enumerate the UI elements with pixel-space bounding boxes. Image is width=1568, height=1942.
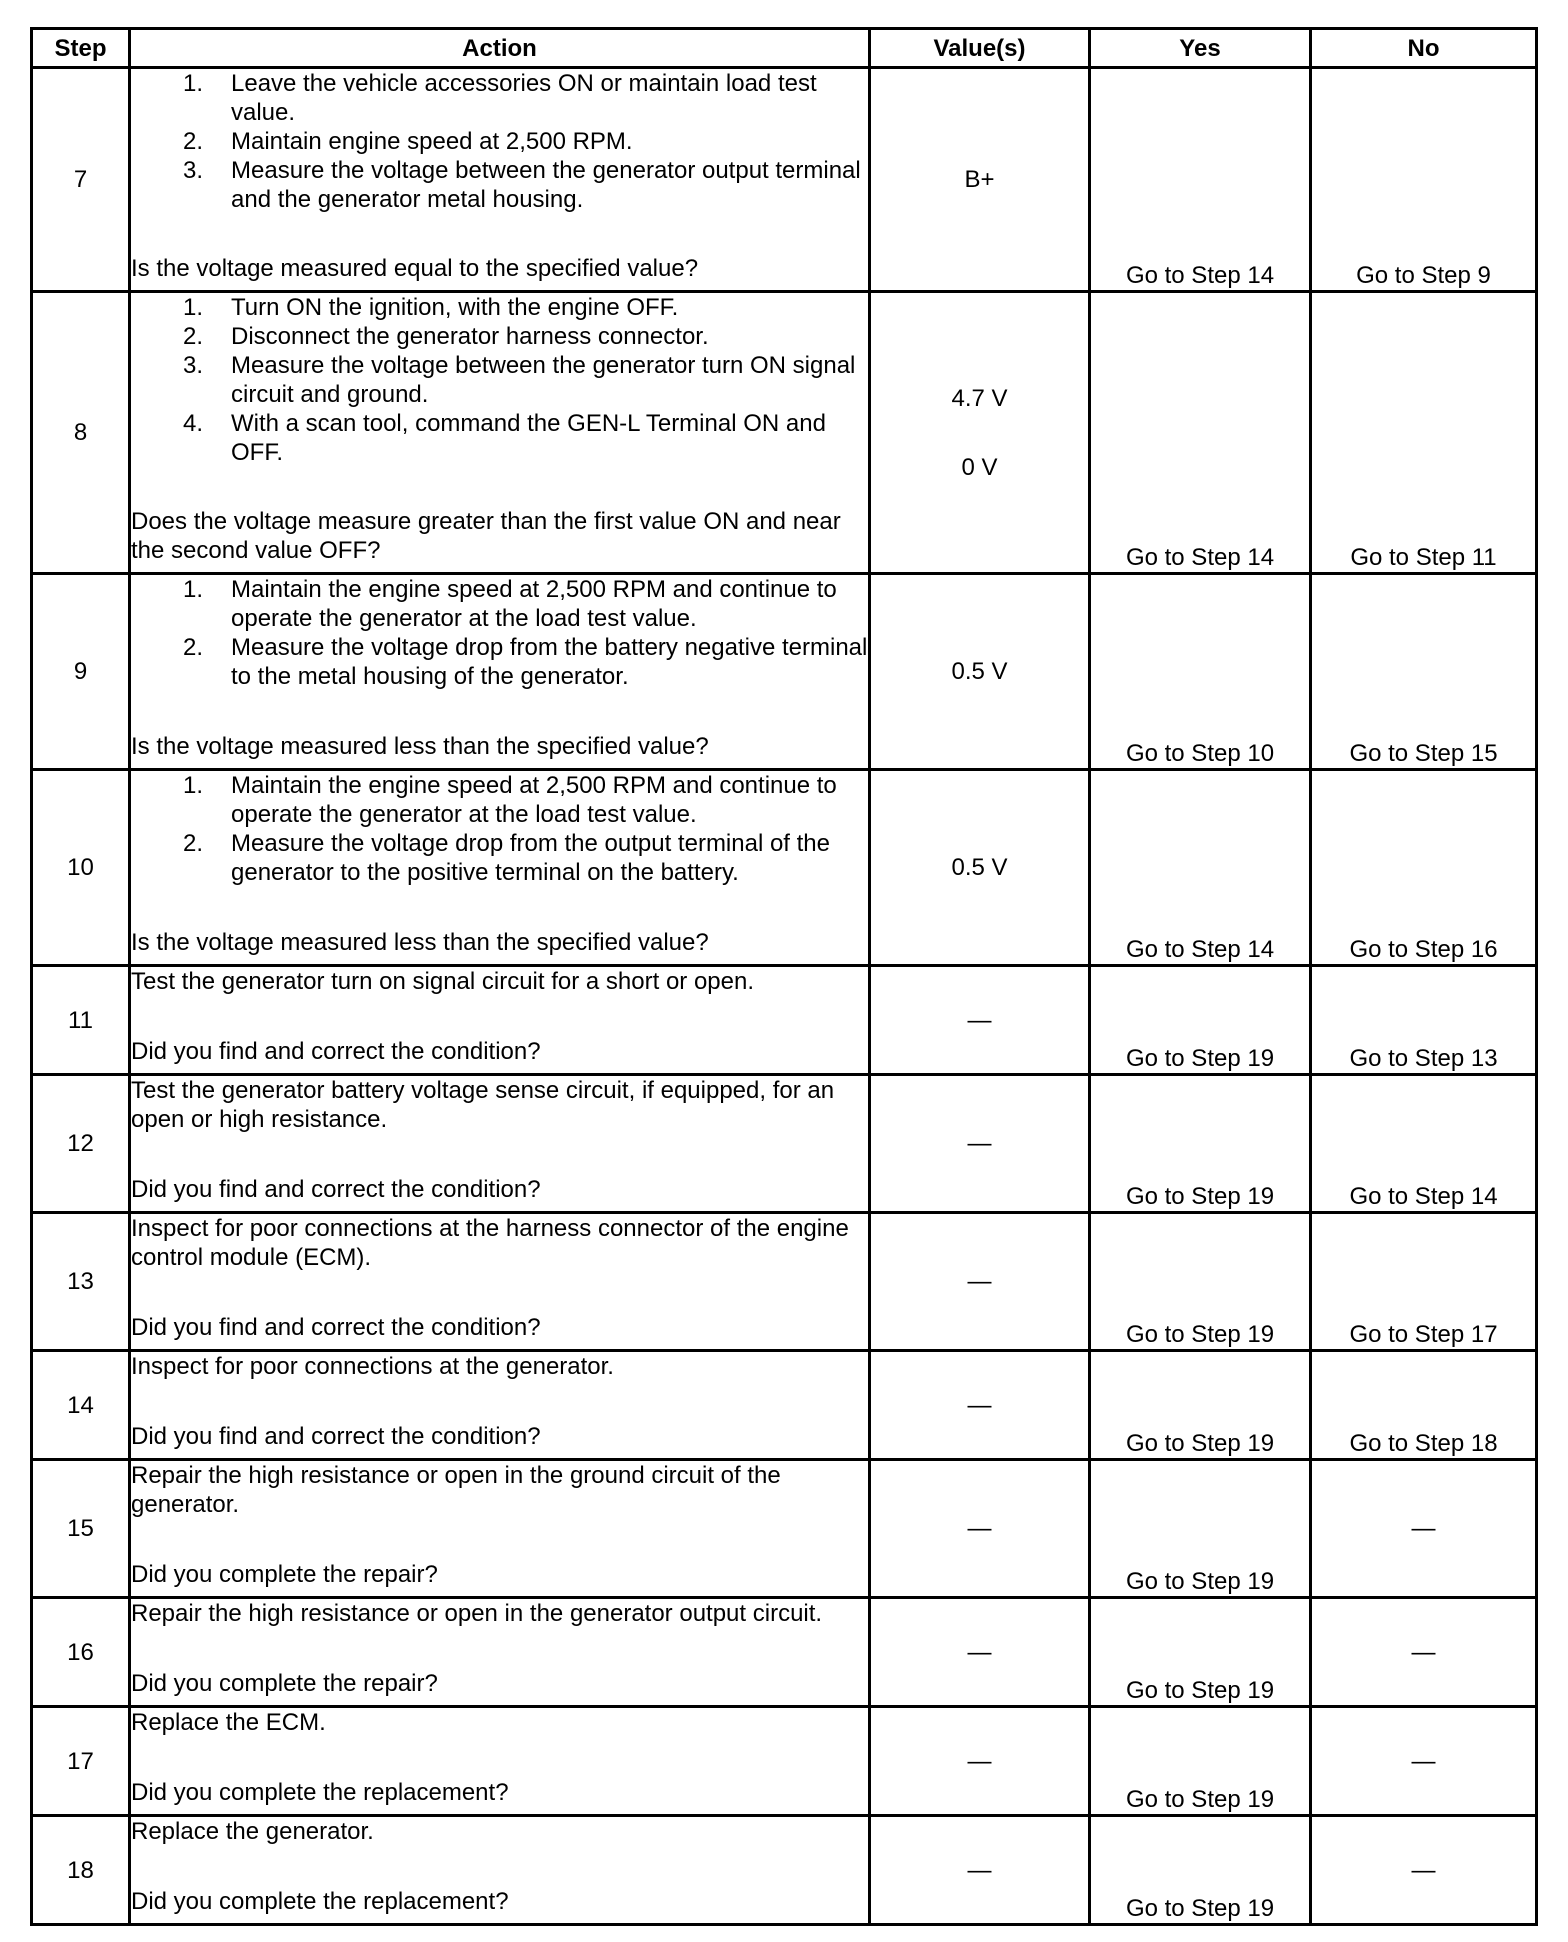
no-cell: Go to Step 18 [1311, 1351, 1537, 1460]
action-item: 1. Maintain the engine speed at 2,500 RPM and continue to operate the generator at the load test value. [182, 576, 837, 632]
value-cell: — [870, 1213, 1090, 1351]
action-item: 1. Turn ON the ignition, with the engine OFF. [182, 294, 679, 321]
action-question: Did you complete the repair? [131, 1670, 438, 1697]
step-number: 18 [32, 1816, 130, 1925]
action-question: Did you find and correct the condition? [131, 1423, 541, 1450]
table-row [32, 574, 1537, 770]
table-row [32, 1816, 1537, 1925]
value-cell: — [870, 1460, 1090, 1598]
action-question: Did you complete the replacement? [131, 1779, 509, 1806]
action-cell [130, 1213, 870, 1351]
action-cell [130, 966, 870, 1075]
no-cell: Go to Step 16 [1311, 770, 1537, 966]
yes-cell: Go to Step 19 [1090, 1598, 1311, 1707]
action-cell [130, 68, 870, 292]
yes-cell: Go to Step 19 [1090, 1816, 1311, 1925]
table-row [32, 770, 1537, 966]
action-question: Did you find and correct the condition? [131, 1314, 541, 1341]
step-number: 9 [32, 574, 130, 770]
action-cell [130, 1075, 870, 1213]
action-text: Test the generator turn on signal circuit for a short or open. [131, 968, 755, 995]
no-cell: — [1311, 1707, 1537, 1816]
step-number: 14 [32, 1351, 130, 1460]
step-number: 10 [32, 770, 130, 966]
action-cell [130, 292, 870, 574]
action-question: Did you find and correct the condition? [131, 1038, 541, 1065]
step-number: 11 [32, 966, 130, 1075]
action-text: Repair the high resistance or open in the ground circuit of the generator. [131, 1462, 781, 1518]
yes-cell: Go to Step 19 [1090, 966, 1311, 1075]
yes-cell: Go to Step 19 [1090, 1075, 1311, 1213]
table-row [32, 68, 1537, 292]
table-row [32, 1351, 1537, 1460]
value-cell: 0.5 V [870, 770, 1090, 966]
action-item: 3. Measure the voltage between the generator output terminal and the generator metal housing. [182, 157, 861, 213]
yes-cell: Go to Step 19 [1090, 1460, 1311, 1598]
action-item: 2. Measure the voltage drop from the battery negative terminal to the metal housing of the generator. [182, 634, 868, 690]
yes-cell: Go to Step 14 [1090, 68, 1311, 292]
action-text: Replace the generator. [131, 1818, 374, 1845]
step-number: 15 [32, 1460, 130, 1598]
action-item: 1. Leave the vehicle accessories ON or maintain load test value. [182, 70, 817, 126]
step-number: 7 [32, 68, 130, 292]
no-cell: Go to Step 11 [1311, 292, 1537, 574]
action-item: 1. Maintain the engine speed at 2,500 RPM and continue to operate the generator at the load test value. [182, 772, 837, 828]
action-cell [130, 574, 870, 770]
yes-cell: Go to Step 10 [1090, 574, 1311, 770]
action-item: 4. With a scan tool, command the GEN-L Terminal ON and OFF. [182, 410, 826, 466]
yes-cell: Go to Step 19 [1090, 1351, 1311, 1460]
action-question: Is the voltage measured less than the specified value? [131, 733, 709, 760]
action-question: Does the voltage measure greater than the first value ON and near the second value OFF? [131, 508, 841, 564]
action-item: 2. Disconnect the generator harness connector. [182, 323, 709, 350]
no-cell: Go to Step 17 [1311, 1213, 1537, 1351]
action-cell [130, 770, 870, 966]
table-row [32, 1460, 1537, 1598]
value-cell: — [870, 966, 1090, 1075]
table-row [32, 292, 1537, 574]
table-row [32, 966, 1537, 1075]
action-text: Test the generator battery voltage sense circuit, if equipped, for an open or high resistance. [131, 1077, 835, 1133]
diagnostic-table-page [30, 27, 1535, 1926]
diagnostic-table [30, 27, 1538, 1926]
action-cell [130, 1460, 870, 1598]
step-number: 13 [32, 1213, 130, 1351]
header-yes: Yes [1090, 29, 1311, 68]
value-cell: 0.5 V [870, 574, 1090, 770]
action-cell [130, 1707, 870, 1816]
value-cell: — [870, 1598, 1090, 1707]
value-off: 0 V [961, 453, 998, 481]
action-cell [130, 1816, 870, 1925]
value-on: 4.7 V [951, 384, 1008, 412]
value-cell [870, 292, 1090, 574]
action-cell [130, 1598, 870, 1707]
action-text: Replace the ECM. [131, 1709, 326, 1736]
step-number: 8 [32, 292, 130, 574]
action-item: 2. Measure the voltage drop from the output terminal of the generator to the positive terminal on the battery. [182, 830, 831, 886]
action-question: Is the voltage measured less than the specified value? [131, 929, 709, 956]
action-question: Did you complete the repair? [131, 1561, 438, 1588]
no-cell: — [1311, 1816, 1537, 1925]
action-item: 3. Measure the voltage between the generator turn ON signal circuit and ground. [182, 352, 856, 408]
yes-cell: Go to Step 19 [1090, 1707, 1311, 1816]
step-number: 17 [32, 1707, 130, 1816]
yes-cell: Go to Step 14 [1090, 770, 1311, 966]
action-question: Did you find and correct the condition? [131, 1176, 541, 1203]
value-cell: — [870, 1075, 1090, 1213]
header-step: Step [32, 29, 130, 68]
table-row [32, 1213, 1537, 1351]
value-cell: — [870, 1816, 1090, 1925]
table-row [32, 1075, 1537, 1213]
yes-cell: Go to Step 19 [1090, 1213, 1311, 1351]
header-no: No [1311, 29, 1537, 68]
action-text: Repair the high resistance or open in the generator output circuit. [131, 1600, 823, 1627]
value-cell: — [870, 1351, 1090, 1460]
header-row [32, 29, 1537, 68]
action-text: Inspect for poor connections at the generator. [131, 1353, 614, 1380]
table-row [32, 1707, 1537, 1816]
action-item: 2. Maintain engine speed at 2,500 RPM. [182, 128, 633, 155]
step-number: 12 [32, 1075, 130, 1213]
no-cell: Go to Step 9 [1311, 68, 1537, 292]
no-cell: Go to Step 14 [1311, 1075, 1537, 1213]
action-cell [130, 1351, 870, 1460]
no-cell: Go to Step 15 [1311, 574, 1537, 770]
header-action: Action [130, 29, 870, 68]
header-values: Value(s) [870, 29, 1090, 68]
no-cell: Go to Step 13 [1311, 966, 1537, 1075]
action-text: Inspect for poor connections at the harness connector of the engine control module (ECM). [131, 1215, 849, 1271]
action-question: Did you complete the replacement? [131, 1888, 509, 1915]
action-question: Is the voltage measured equal to the specified value? [131, 255, 699, 282]
no-cell: — [1311, 1460, 1537, 1598]
table-row [32, 1598, 1537, 1707]
value-cell: — [870, 1707, 1090, 1816]
no-cell: — [1311, 1598, 1537, 1707]
yes-cell: Go to Step 14 [1090, 292, 1311, 574]
value-cell: B+ [870, 68, 1090, 292]
step-number: 16 [32, 1598, 130, 1707]
